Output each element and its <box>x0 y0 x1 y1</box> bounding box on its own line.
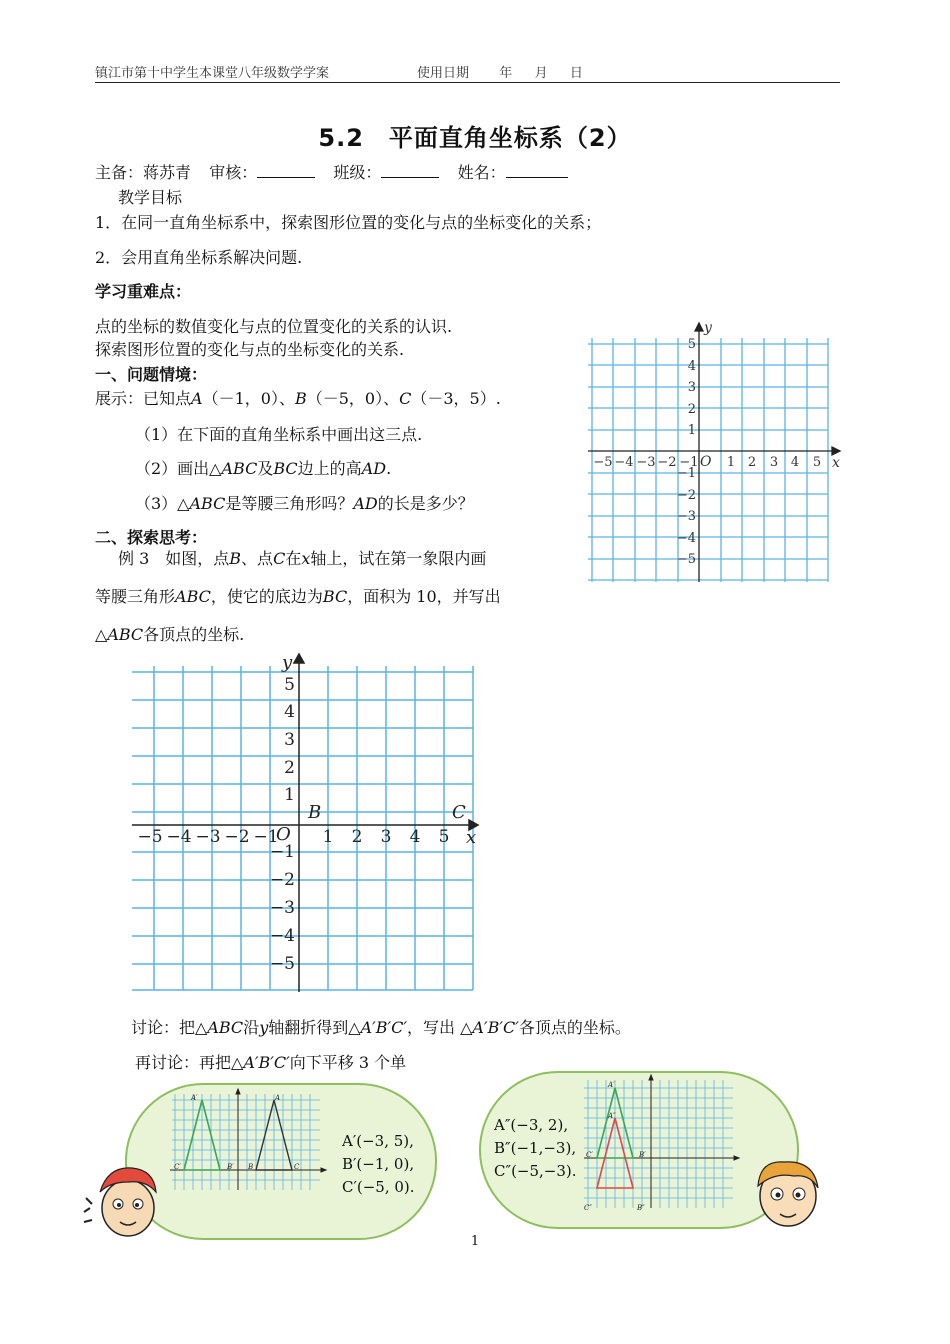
label-b-dprime: B″ <box>637 1204 645 1212</box>
goals-heading: 教学目标 <box>118 188 183 207</box>
tick-label: 5 <box>687 337 696 352</box>
q3-text-c: 的长是多少？ <box>377 494 474 513</box>
q3-text-b: 是等腰三角形吗？ <box>225 494 354 513</box>
point-b-coord: （－5，0）、 <box>306 389 400 408</box>
header-month: 月 <box>534 66 548 81</box>
d1-abc: ABC <box>207 1018 244 1037</box>
ex3-text-a: △ <box>95 625 108 644</box>
d1-text-e: 各顶点的坐标。 <box>518 1018 631 1037</box>
key-point-2: 探索图形位置的变化与点的坐标变化的关系. <box>95 340 405 359</box>
q2-text-d: . <box>386 459 392 478</box>
bubble-left-coords <box>341 1132 415 1196</box>
ex-text-a: 例 3 如图，点 <box>118 549 230 568</box>
tick-label: 3 <box>380 827 392 847</box>
coord-line: B″(−1,−3), <box>494 1139 577 1157</box>
label-c-prime: C′ <box>174 1163 181 1171</box>
small-grid-axes <box>588 323 840 582</box>
ex-point-b: B <box>229 549 242 568</box>
tick-label: −4 <box>614 455 634 470</box>
tick-label: −4 <box>166 827 192 847</box>
question-2 <box>135 456 391 479</box>
bubble-right-illustration <box>478 1068 840 1243</box>
coord-line: C′(−5, 0). <box>342 1178 415 1196</box>
question-3 <box>135 491 474 514</box>
ex2-bc: BC <box>322 587 348 606</box>
header-rule <box>95 82 840 83</box>
q2-text-b: 及 <box>257 459 274 478</box>
tick-label: 3 <box>284 730 295 750</box>
d2-text-b: 向下平移 3 个单 <box>289 1053 407 1072</box>
ex2-abc: ABC <box>175 587 211 606</box>
tick-label: 3 <box>769 455 779 470</box>
tick-label: −5 <box>593 455 613 470</box>
bubble-left-illustration <box>80 1080 440 1248</box>
tick-label: −2 <box>269 870 295 890</box>
label-a-prime: A′ <box>608 1081 615 1089</box>
tick-label: −2 <box>676 488 696 503</box>
ex-x: x <box>301 549 311 568</box>
bubble-right-coords <box>493 1116 577 1180</box>
cartoon-boy-icon <box>84 1168 156 1236</box>
d1-prime-2: A′B′C′ <box>472 1018 519 1037</box>
big-grid-y-label: y <box>282 652 293 673</box>
q3-ad: AD <box>353 494 378 513</box>
q2-text-a: （2）画出△ <box>135 459 222 478</box>
ex2-text-a: 等腰三角形 <box>95 587 176 606</box>
q3-abc: ABC <box>189 494 226 513</box>
ex-text-b: 、点 <box>241 549 274 568</box>
tick-label: 4 <box>687 359 696 374</box>
q2-ad: AD <box>361 459 387 478</box>
d1-prime: A′B′C′ <box>360 1018 407 1037</box>
author-label: 主备： <box>95 163 144 182</box>
label-a-prime: A′ <box>191 1094 198 1102</box>
ex2-text-c: ，面积为 10，并写出 <box>347 587 501 606</box>
section1-intro <box>95 386 501 409</box>
tick-label: 5 <box>438 827 450 847</box>
point-a: A <box>191 389 203 408</box>
key-points-heading: 学习重难点： <box>95 282 192 301</box>
small-grid-y-ticks <box>676 337 699 567</box>
big-grid-point-b-label: B <box>308 802 322 823</box>
tick-label: 1 <box>322 827 334 847</box>
name-label: 姓名： <box>457 163 506 182</box>
header-date <box>417 62 583 81</box>
header-year: 年 <box>499 66 513 81</box>
tick-label: 1 <box>687 423 696 438</box>
discussion-2 <box>135 1050 406 1073</box>
cartoon-girl-icon <box>758 1162 818 1226</box>
d1-text-c: 轴翻折得到△ <box>268 1018 361 1037</box>
q2-abc: ABC <box>221 459 258 478</box>
tick-label: −3 <box>195 827 221 847</box>
label-a: A <box>275 1094 281 1102</box>
tick-label: 5 <box>812 455 822 470</box>
tick-label: −5 <box>676 552 696 567</box>
tick-label: −1 <box>269 842 295 862</box>
name-blank <box>506 163 568 178</box>
q3-text-a: （3）△ <box>135 494 190 513</box>
meta-line <box>95 160 568 183</box>
tick-label: −5 <box>269 954 295 974</box>
label-c-dprime: C″ <box>584 1204 592 1212</box>
tick-label: −2 <box>657 455 677 470</box>
label-b-prime: B′ <box>639 1151 646 1159</box>
tick-label: 1 <box>726 455 736 470</box>
tick-label: −1 <box>253 827 279 847</box>
point-a-coord: （－1，0）、 <box>202 389 295 408</box>
ex3-text-b: 各顶点的坐标. <box>143 625 245 644</box>
example-3-line1 <box>118 546 486 569</box>
d2-prime: A′B′C′ <box>243 1053 290 1072</box>
d2-text-a: 再讨论：再把△ <box>135 1053 244 1072</box>
coord-line: C″(−5,−3). <box>494 1162 577 1180</box>
q2-text-c: 边上的高 <box>297 459 362 478</box>
big-grid-x-label: x <box>466 827 477 848</box>
d1-text-b: 沿 <box>243 1018 260 1037</box>
class-label: 班级： <box>333 163 382 182</box>
ex2-text-b: ，使它的底边为 <box>210 587 323 606</box>
example-3-line3 <box>95 622 244 645</box>
big-grid-axes <box>132 654 478 992</box>
tick-label: 5 <box>284 675 295 695</box>
big-coordinate-grid <box>132 650 482 992</box>
d1-y: y <box>259 1018 269 1037</box>
coord-line: B′(−1, 0), <box>342 1155 415 1173</box>
tick-label: 4 <box>284 702 295 722</box>
label-a-dprime: A″ <box>608 1112 616 1120</box>
tick-label: −4 <box>269 926 295 946</box>
point-b: B <box>294 389 307 408</box>
tick-label: 1 <box>284 785 295 805</box>
question-1: （1）在下面的直角坐标系中画出这三点. <box>135 425 423 444</box>
section1-heading: 一、问题情境： <box>95 365 208 384</box>
header-date-label: 使用日期 <box>417 66 470 81</box>
goal-item-2: 2．会用直角坐标系解决问题. <box>95 248 303 267</box>
ex3-abc: ABC <box>107 625 144 644</box>
tick-label: 3 <box>687 380 696 395</box>
intro-text: 展示：已知点 <box>95 389 192 408</box>
label-c-prime: C′ <box>586 1151 593 1159</box>
tick-label: −2 <box>224 827 250 847</box>
tick-label: −3 <box>636 455 656 470</box>
big-grid-point-c-label: C <box>452 802 466 823</box>
label-b: B <box>248 1163 254 1171</box>
big-grid-origin: O <box>276 824 291 845</box>
section2-heading: 二、探索思考： <box>95 528 208 547</box>
small-grid-y-label: y <box>704 320 712 336</box>
tick-label: 2 <box>351 827 363 847</box>
small-grid-x-label: x <box>832 455 840 471</box>
ex-point-c: C <box>273 549 286 568</box>
tick-label: −3 <box>676 509 696 524</box>
tick-label: −4 <box>676 531 696 546</box>
ex-text-d: 轴上，试在第一象限内画 <box>310 549 487 568</box>
discussion-1 <box>131 1015 631 1038</box>
example-3-line2 <box>95 584 501 607</box>
tick-label: −3 <box>269 898 295 918</box>
review-label: 审核： <box>209 163 258 182</box>
point-c: C <box>399 389 412 408</box>
tick-label: 2 <box>687 402 696 417</box>
q2-bc: BC <box>273 459 298 478</box>
tick-label: 2 <box>284 758 295 778</box>
header-school: 镇江市第十中学生本课堂八年级数学学案 <box>95 66 330 81</box>
tick-label: −5 <box>137 827 163 847</box>
tick-label: −1 <box>676 466 696 481</box>
tick-label: 2 <box>747 455 757 470</box>
small-coordinate-grid <box>588 320 843 582</box>
label-b-prime: B′ <box>227 1163 234 1171</box>
point-c-coord: （－3，5）. <box>411 389 501 408</box>
page-number: 1 <box>470 1234 480 1249</box>
tick-label: 4 <box>790 455 800 470</box>
goal-item-1: 1．在同一直角坐标系中，探索图形位置的变化与点的坐标变化的关系； <box>95 213 602 232</box>
d1-text-a: 讨论：把△ <box>131 1018 208 1037</box>
ex-text-c: 在 <box>285 549 302 568</box>
d1-text-d: ，写出 △ <box>407 1018 473 1037</box>
author-name: 蒋苏青 <box>143 163 192 182</box>
key-point-1: 点的坐标的数值变化与点的位置变化的关系的认识. <box>95 317 453 336</box>
tick-label: −1 <box>679 455 699 470</box>
header-day: 日 <box>569 66 583 81</box>
class-blank <box>381 163 439 178</box>
label-c: C <box>294 1163 300 1171</box>
page-title: 5.2 平面直角坐标系（2） <box>318 124 632 152</box>
coord-line: A″(−3, 2), <box>494 1116 569 1134</box>
review-blank <box>257 163 315 178</box>
tick-label: 4 <box>409 827 421 847</box>
small-grid-origin: O <box>700 454 712 470</box>
coord-line: A′(−3, 5), <box>342 1132 414 1150</box>
